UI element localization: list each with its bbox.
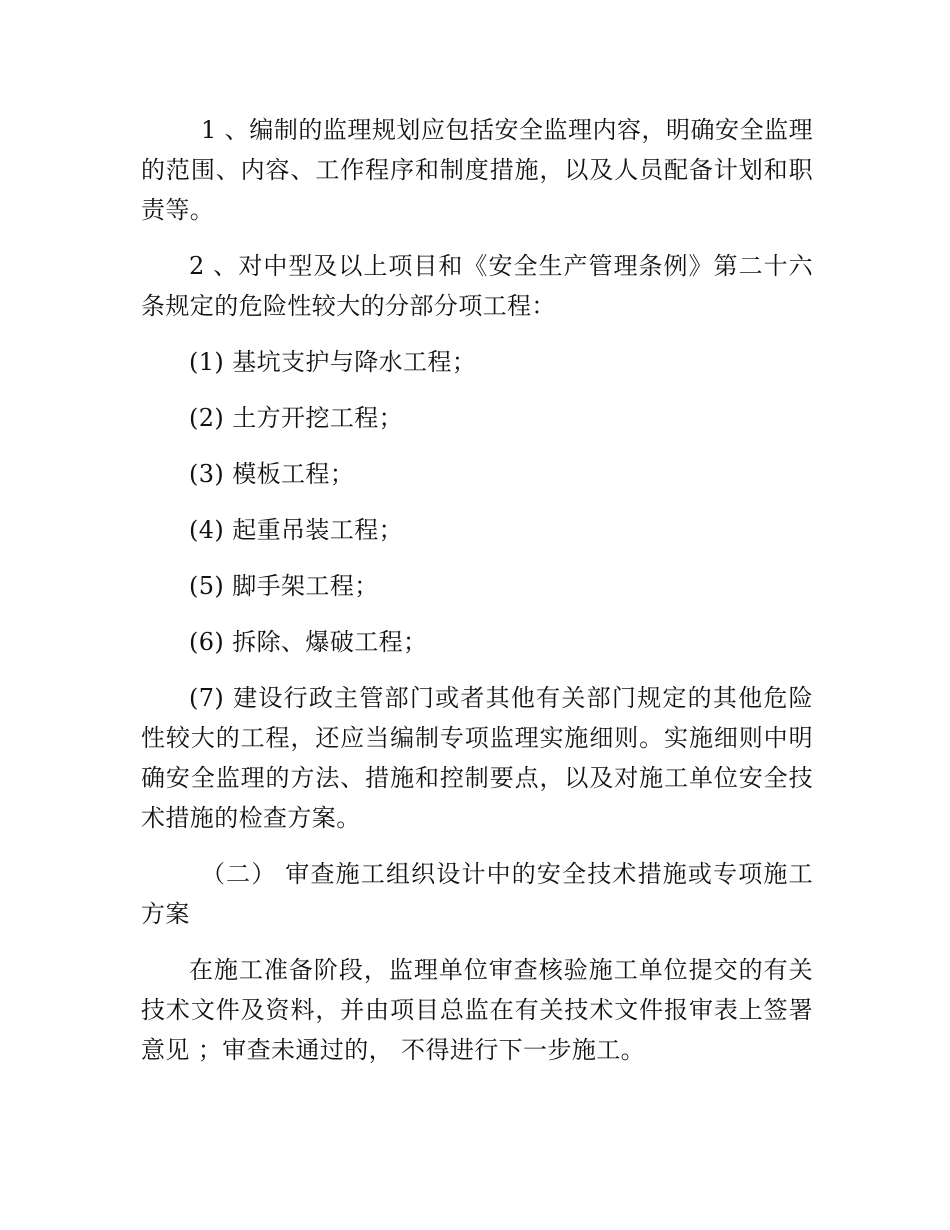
list-item: (4) 起重吊装工程； [189, 516, 404, 544]
list-item: (6) 拆除、爆破工程； [189, 628, 428, 656]
list-item: (3) 模板工程； [189, 460, 355, 488]
hazardous-works-list [141, 342, 813, 662]
paragraph-planning-requirements: 1 、编制的监理规划应包括安全监理内容，明确安全监理的范围、内容、工作程序和制度措施，以及人员配备计划和职责等。 [141, 116, 813, 224]
paragraph-preparation-stage: 在施工准备阶段，监理单位审查核验施工单位提交的有关技术文件及资料，并由项目总监在有关技术文件报审表上签署意见 ；审查未通过的， 不得进行下一步施工。 [141, 956, 813, 1064]
list-item: (2) 土方开挖工程； [189, 404, 404, 432]
document-body [141, 110, 813, 1070]
list-item: (5) 脚手架工程； [189, 572, 379, 600]
section-heading: （二） 审查施工组织设计中的安全技术措施或专项施工方案 [141, 860, 813, 928]
list-item: (1) 基坑支护与降水工程； [189, 348, 477, 376]
paragraph-hazardous-works-intro: 2 、对中型及以上项目和《安全生产管理条例》第二十六条规定的危险性较大的分部分项工程： [141, 252, 813, 320]
paragraph-other-hazardous-works: (7) 建设行政主管部门或者其他有关部门规定的其他危险性较大的工程，还应当编制专项监理实施细则。实施细则中明确安全监理的方法、措施和控制要点，以及对施工单位安全技术措施的检查方案。 [141, 684, 813, 832]
